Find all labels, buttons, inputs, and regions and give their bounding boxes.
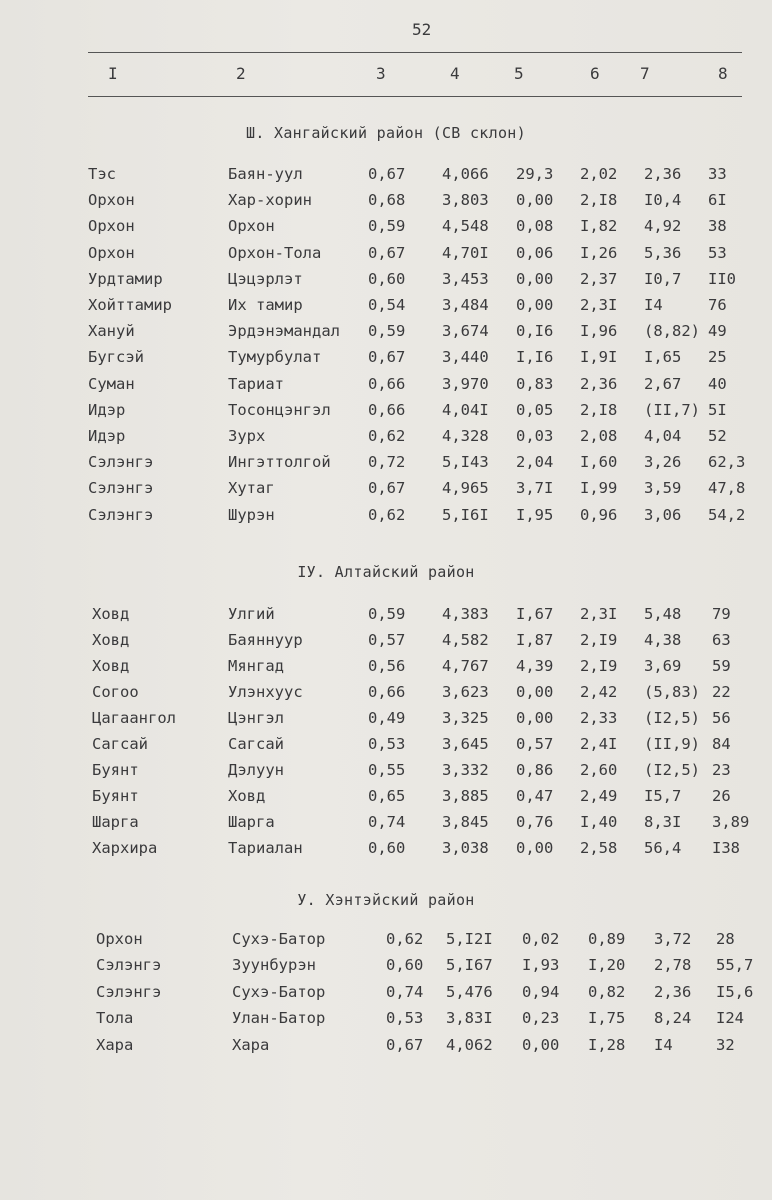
value-col4-cell: 5,I6I — [442, 506, 489, 524]
value-col6-cell: 2,49 — [580, 787, 618, 805]
value-col7-cell: 8,24 — [654, 1009, 692, 1027]
table-row — [0, 322, 772, 348]
river-cell: Ховд — [92, 605, 130, 623]
river-cell: Сагсай — [92, 735, 148, 753]
station-cell: Хар-хорин — [228, 191, 312, 209]
value-col3-cell: 0,60 — [368, 839, 406, 857]
value-col5-cell: I,87 — [516, 631, 554, 649]
river-cell: Идэр — [88, 401, 126, 419]
station-cell: Сухэ-Батор — [232, 983, 326, 1001]
value-col4-cell: 3,484 — [442, 296, 489, 314]
river-cell: Сэлэнгэ — [96, 956, 162, 974]
value-col5-cell: 0,00 — [516, 683, 554, 701]
river-cell: Ховд — [92, 657, 130, 675]
table-row — [0, 375, 772, 401]
station-cell: Тариат — [228, 375, 284, 393]
table-row — [0, 657, 772, 683]
value-col8-cell: 79 — [712, 605, 731, 623]
table-row — [0, 813, 772, 839]
table-row — [0, 683, 772, 709]
value-col7-cell: (5,83) — [644, 683, 700, 701]
value-col5-cell: 4,39 — [516, 657, 554, 675]
value-col3-cell: 0,59 — [368, 217, 406, 235]
value-col7-cell: 5,48 — [644, 605, 682, 623]
river-cell: Орхон — [96, 930, 143, 948]
value-col8-cell: I38 — [712, 839, 740, 857]
column-header: 4 — [450, 64, 460, 83]
value-col8-cell: 62,3 — [708, 453, 746, 471]
value-col5-cell: 0,94 — [522, 983, 560, 1001]
station-cell: Зурх — [228, 427, 266, 445]
value-col4-cell: 3,038 — [442, 839, 489, 857]
column-header: 8 — [718, 64, 728, 83]
station-cell: Улгий — [228, 605, 275, 623]
value-col5-cell: I,67 — [516, 605, 554, 623]
page-number: 52 — [412, 20, 432, 39]
station-cell: Эрдэнэмандал — [228, 322, 340, 340]
value-col6-cell: 2,42 — [580, 683, 618, 701]
river-cell: Буянт — [92, 761, 139, 779]
value-col7-cell: 3,72 — [654, 930, 692, 948]
value-col5-cell: 0,47 — [516, 787, 554, 805]
value-col6-cell: I,60 — [580, 453, 618, 471]
value-col5-cell: 0,00 — [516, 191, 554, 209]
column-header: 2 — [236, 64, 246, 83]
station-cell: Тосонцэнгэл — [228, 401, 331, 419]
value-col3-cell: 0,55 — [368, 761, 406, 779]
value-col8-cell: 54,2 — [708, 506, 746, 524]
value-col5-cell: 0,00 — [516, 709, 554, 727]
table-row — [0, 605, 772, 631]
station-cell: Улан-Батор — [232, 1009, 326, 1027]
value-col3-cell: 0,74 — [386, 983, 424, 1001]
value-col8-cell: 63 — [712, 631, 731, 649]
value-col8-cell: 53 — [708, 244, 727, 262]
value-col5-cell: 2,04 — [516, 453, 554, 471]
value-col7-cell: I4 — [654, 1036, 673, 1054]
value-col8-cell: 84 — [712, 735, 731, 753]
value-col4-cell: 5,476 — [446, 983, 493, 1001]
column-header: 7 — [640, 64, 650, 83]
table-row — [0, 761, 772, 787]
value-col3-cell: 0,72 — [368, 453, 406, 471]
table-row — [0, 479, 772, 505]
river-cell: Согоо — [92, 683, 139, 701]
river-cell: Бугсэй — [88, 348, 144, 366]
value-col3-cell: 0,67 — [368, 244, 406, 262]
station-cell: Дэлуун — [228, 761, 284, 779]
value-col8-cell: 23 — [712, 761, 731, 779]
value-col4-cell: 3,453 — [442, 270, 489, 288]
value-col6-cell: I,96 — [580, 322, 618, 340]
river-cell: Ховд — [92, 631, 130, 649]
station-cell: Ингэттолгой — [228, 453, 331, 471]
value-col7-cell: 3,26 — [644, 453, 682, 471]
value-col5-cell: 0,00 — [516, 296, 554, 314]
value-col4-cell: 4,767 — [442, 657, 489, 675]
value-col5-cell: 0,03 — [516, 427, 554, 445]
value-col8-cell: 33 — [708, 165, 727, 183]
value-col7-cell: 4,92 — [644, 217, 682, 235]
value-col4-cell: 4,066 — [442, 165, 489, 183]
station-cell: Улэнхуус — [228, 683, 303, 701]
value-col8-cell: I24 — [716, 1009, 744, 1027]
value-col7-cell: 56,4 — [644, 839, 682, 857]
value-col6-cell: 0,82 — [588, 983, 626, 1001]
value-col3-cell: 0,62 — [386, 930, 424, 948]
value-col7-cell: (8,82) — [644, 322, 700, 340]
value-col8-cell: 5I — [708, 401, 727, 419]
value-col3-cell: 0,66 — [368, 683, 406, 701]
table-row — [0, 956, 772, 982]
table-row — [0, 427, 772, 453]
value-col3-cell: 0,67 — [368, 165, 406, 183]
station-cell: Баяннуур — [228, 631, 303, 649]
river-cell: Орхон — [88, 244, 135, 262]
table-row — [0, 165, 772, 191]
value-col7-cell: (II,7) — [644, 401, 700, 419]
value-col3-cell: 0,66 — [368, 401, 406, 419]
value-col6-cell: I,40 — [580, 813, 618, 831]
value-col8-cell: 59 — [712, 657, 731, 675]
value-col4-cell: 4,582 — [442, 631, 489, 649]
value-col5-cell: 0,23 — [522, 1009, 560, 1027]
river-cell: Хархира — [92, 839, 158, 857]
value-col6-cell: I,9I — [580, 348, 618, 366]
value-col7-cell: 2,78 — [654, 956, 692, 974]
value-col8-cell: 49 — [708, 322, 727, 340]
table-row — [0, 983, 772, 1009]
river-cell: Сэлэнгэ — [88, 479, 154, 497]
section-title: Ш. Хангайский район (СВ склон) — [246, 124, 526, 142]
value-col7-cell: 3,06 — [644, 506, 682, 524]
table-row — [0, 244, 772, 270]
river-cell: Буянт — [92, 787, 139, 805]
value-col6-cell: 2,I9 — [580, 631, 618, 649]
value-col5-cell: 0,76 — [516, 813, 554, 831]
value-col3-cell: 0,65 — [368, 787, 406, 805]
value-col6-cell: I,99 — [580, 479, 618, 497]
station-cell: Хара — [232, 1036, 270, 1054]
value-col7-cell: 5,36 — [644, 244, 682, 262]
station-cell: Тумурбулат — [228, 348, 322, 366]
value-col4-cell: 4,965 — [442, 479, 489, 497]
value-col3-cell: 0,67 — [386, 1036, 424, 1054]
value-col4-cell: 4,548 — [442, 217, 489, 235]
table-row — [0, 506, 772, 532]
table-row — [0, 787, 772, 813]
value-col7-cell: (I2,5) — [644, 709, 700, 727]
station-cell: Шурэн — [228, 506, 275, 524]
value-col4-cell: 4,383 — [442, 605, 489, 623]
column-header-row — [0, 64, 772, 88]
value-col6-cell: 2,I9 — [580, 657, 618, 675]
value-col3-cell: 0,53 — [386, 1009, 424, 1027]
column-header: I — [108, 64, 118, 83]
value-col3-cell: 0,53 — [368, 735, 406, 753]
value-col8-cell: 26 — [712, 787, 731, 805]
table-row — [0, 296, 772, 322]
table-row — [0, 930, 772, 956]
value-col5-cell: 0,57 — [516, 735, 554, 753]
value-col8-cell: 47,8 — [708, 479, 746, 497]
value-col8-cell: 3,89 — [712, 813, 750, 831]
value-col3-cell: 0,74 — [368, 813, 406, 831]
value-col6-cell: 2,I8 — [580, 191, 618, 209]
value-col5-cell: 0,86 — [516, 761, 554, 779]
column-header: 3 — [376, 64, 386, 83]
table-row — [0, 453, 772, 479]
value-col5-cell: 0,06 — [516, 244, 554, 262]
value-col5-cell: I,95 — [516, 506, 554, 524]
value-col4-cell: 3,83I — [446, 1009, 493, 1027]
value-col5-cell: 0,00 — [522, 1036, 560, 1054]
river-cell: Идэр — [88, 427, 126, 445]
value-col6-cell: I,75 — [588, 1009, 626, 1027]
value-col5-cell: 0,00 — [516, 270, 554, 288]
station-cell: Зуунбурэн — [232, 956, 316, 974]
value-col3-cell: 0,59 — [368, 605, 406, 623]
value-col8-cell: 6I — [708, 191, 727, 209]
value-col8-cell: 28 — [716, 930, 735, 948]
value-col4-cell: 3,803 — [442, 191, 489, 209]
table-row — [0, 839, 772, 865]
header-top-rule — [88, 52, 742, 53]
value-col6-cell: I,28 — [588, 1036, 626, 1054]
value-col8-cell: 40 — [708, 375, 727, 393]
value-col7-cell: I5,7 — [644, 787, 682, 805]
value-col7-cell: I,65 — [644, 348, 682, 366]
header-bottom-rule — [88, 96, 742, 97]
value-col5-cell: 29,3 — [516, 165, 554, 183]
value-col3-cell: 0,62 — [368, 506, 406, 524]
value-col6-cell: 2,58 — [580, 839, 618, 857]
value-col5-cell: 0,02 — [522, 930, 560, 948]
value-col4-cell: 3,645 — [442, 735, 489, 753]
river-cell: Орхон — [88, 217, 135, 235]
value-col4-cell: 5,I2I — [446, 930, 493, 948]
value-col7-cell: I4 — [644, 296, 663, 314]
value-col3-cell: 0,62 — [368, 427, 406, 445]
station-cell: Сухэ-Батор — [232, 930, 326, 948]
river-cell: Суман — [88, 375, 135, 393]
value-col6-cell: I,20 — [588, 956, 626, 974]
river-cell: Орхон — [88, 191, 135, 209]
value-col3-cell: 0,49 — [368, 709, 406, 727]
value-col6-cell: 2,02 — [580, 165, 618, 183]
value-col4-cell: 4,04I — [442, 401, 489, 419]
river-cell: Сэлэнгэ — [96, 983, 162, 1001]
value-col7-cell: I0,7 — [644, 270, 682, 288]
value-col8-cell: II0 — [708, 270, 736, 288]
value-col7-cell: 3,59 — [644, 479, 682, 497]
station-cell: Мянгад — [228, 657, 284, 675]
value-col5-cell: 0,00 — [516, 839, 554, 857]
station-cell: Хутаг — [228, 479, 275, 497]
river-cell: Хануй — [88, 322, 135, 340]
value-col7-cell: 4,04 — [644, 427, 682, 445]
column-header: 6 — [590, 64, 600, 83]
value-col3-cell: 0,60 — [368, 270, 406, 288]
value-col5-cell: 0,I6 — [516, 322, 554, 340]
table-row — [0, 401, 772, 427]
section-title: У. Хэнтэйский район — [297, 891, 475, 909]
value-col8-cell: 76 — [708, 296, 727, 314]
value-col8-cell: 25 — [708, 348, 727, 366]
value-col6-cell: 0,96 — [580, 506, 618, 524]
value-col5-cell: 0,05 — [516, 401, 554, 419]
value-col4-cell: 3,332 — [442, 761, 489, 779]
station-cell: Сагсай — [228, 735, 284, 753]
station-cell: Цэцэрлэт — [228, 270, 303, 288]
table-row — [0, 191, 772, 217]
river-cell: Шарга — [92, 813, 139, 831]
value-col4-cell: 3,845 — [442, 813, 489, 831]
value-col4-cell: 3,440 — [442, 348, 489, 366]
value-col6-cell: 2,37 — [580, 270, 618, 288]
river-cell: Урдтамир — [88, 270, 163, 288]
value-col7-cell: 2,67 — [644, 375, 682, 393]
value-col4-cell: 3,325 — [442, 709, 489, 727]
value-col5-cell: I,93 — [522, 956, 560, 974]
value-col8-cell: 38 — [708, 217, 727, 235]
value-col6-cell: 2,60 — [580, 761, 618, 779]
value-col3-cell: 0,67 — [368, 348, 406, 366]
station-cell: Их тамир — [228, 296, 303, 314]
station-cell: Баян-уул — [228, 165, 303, 183]
station-cell: Шарга — [228, 813, 275, 831]
table-row — [0, 735, 772, 761]
table-row — [0, 1036, 772, 1062]
value-col5-cell: I,I6 — [516, 348, 554, 366]
table-row — [0, 709, 772, 735]
value-col4-cell: 4,328 — [442, 427, 489, 445]
value-col7-cell: (II,9) — [644, 735, 700, 753]
value-col4-cell: 4,062 — [446, 1036, 493, 1054]
value-col8-cell: 52 — [708, 427, 727, 445]
river-cell: Сэлэнгэ — [88, 453, 154, 471]
table-row — [0, 348, 772, 374]
value-col3-cell: 0,56 — [368, 657, 406, 675]
river-cell: Хара — [96, 1036, 134, 1054]
value-col6-cell: 0,89 — [588, 930, 626, 948]
value-col3-cell: 0,54 — [368, 296, 406, 314]
station-cell: Тариалан — [228, 839, 303, 857]
station-cell: Цэнгэл — [228, 709, 284, 727]
value-col4-cell: 3,674 — [442, 322, 489, 340]
value-col5-cell: 3,7I — [516, 479, 554, 497]
value-col6-cell: 2,36 — [580, 375, 618, 393]
value-col6-cell: 2,3I — [580, 605, 618, 623]
value-col8-cell: 56 — [712, 709, 731, 727]
value-col8-cell: 55,7 — [716, 956, 754, 974]
value-col6-cell: 2,3I — [580, 296, 618, 314]
station-cell: Орхон — [228, 217, 275, 235]
value-col7-cell: 3,69 — [644, 657, 682, 675]
station-cell: Ховд — [228, 787, 266, 805]
table-row — [0, 270, 772, 296]
value-col4-cell: 5,I43 — [442, 453, 489, 471]
value-col6-cell: 2,I8 — [580, 401, 618, 419]
value-col7-cell: 4,38 — [644, 631, 682, 649]
value-col4-cell: 3,885 — [442, 787, 489, 805]
value-col3-cell: 0,57 — [368, 631, 406, 649]
column-header: 5 — [514, 64, 524, 83]
river-cell: Цагаангол — [92, 709, 176, 727]
section-title: IУ. Алтайский район — [297, 563, 475, 581]
value-col3-cell: 0,60 — [386, 956, 424, 974]
value-col3-cell: 0,66 — [368, 375, 406, 393]
value-col7-cell: 2,36 — [644, 165, 682, 183]
table-row — [0, 1009, 772, 1035]
value-col7-cell: 2,36 — [654, 983, 692, 1001]
value-col4-cell: 3,623 — [442, 683, 489, 701]
value-col5-cell: 0,83 — [516, 375, 554, 393]
value-col6-cell: 2,33 — [580, 709, 618, 727]
value-col3-cell: 0,59 — [368, 322, 406, 340]
value-col8-cell: 32 — [716, 1036, 735, 1054]
value-col4-cell: 3,970 — [442, 375, 489, 393]
value-col6-cell: 2,08 — [580, 427, 618, 445]
value-col8-cell: I5,6 — [716, 983, 754, 1001]
table-row — [0, 217, 772, 243]
value-col3-cell: 0,68 — [368, 191, 406, 209]
value-col6-cell: I,82 — [580, 217, 618, 235]
station-cell: Орхон-Тола — [228, 244, 322, 262]
value-col5-cell: 0,08 — [516, 217, 554, 235]
value-col7-cell: (I2,5) — [644, 761, 700, 779]
river-cell: Хойттамир — [88, 296, 172, 314]
table-row — [0, 631, 772, 657]
value-col6-cell: I,26 — [580, 244, 618, 262]
value-col7-cell: I0,4 — [644, 191, 682, 209]
value-col3-cell: 0,67 — [368, 479, 406, 497]
value-col4-cell: 5,I67 — [446, 956, 493, 974]
river-cell: Тола — [96, 1009, 134, 1027]
value-col4-cell: 4,70I — [442, 244, 489, 262]
river-cell: Тэс — [88, 165, 116, 183]
value-col8-cell: 22 — [712, 683, 731, 701]
value-col6-cell: 2,4I — [580, 735, 618, 753]
value-col7-cell: 8,3I — [644, 813, 682, 831]
river-cell: Сэлэнгэ — [88, 506, 154, 524]
